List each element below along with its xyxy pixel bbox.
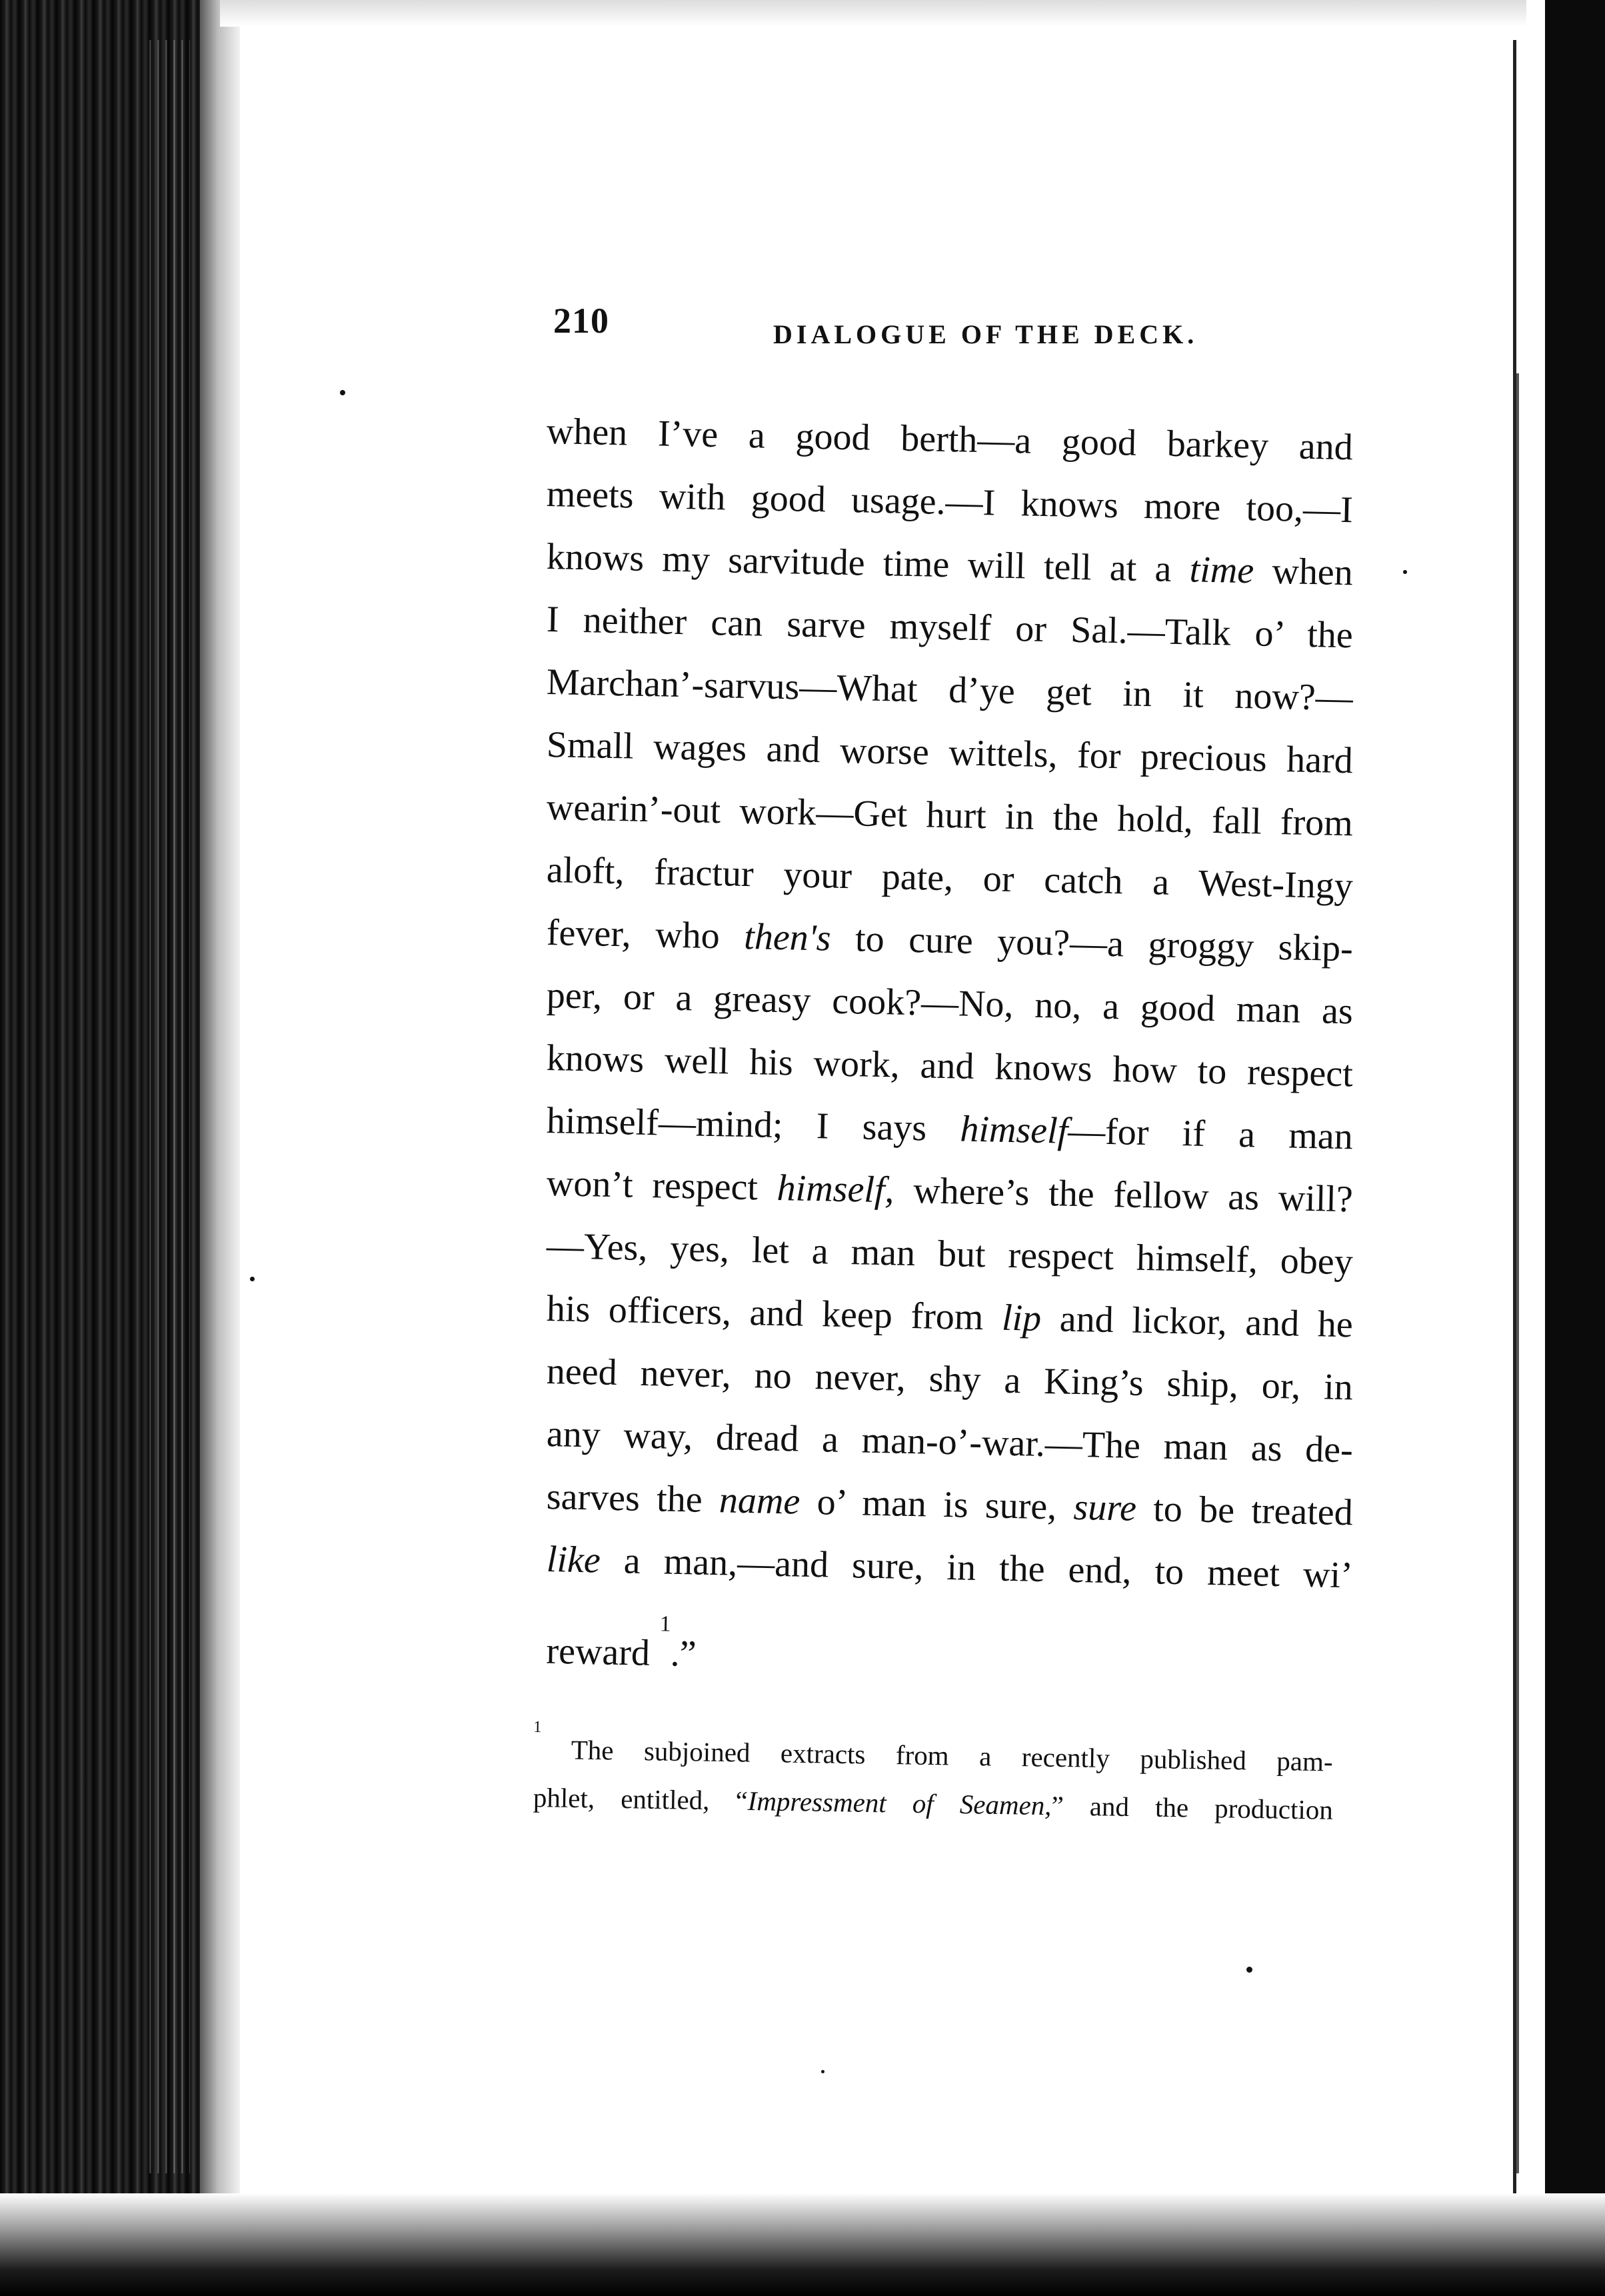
footnote <box>533 1703 1334 1825</box>
running-head <box>553 300 1353 360</box>
ink-speck <box>1246 1967 1252 1973</box>
book-page <box>527 0 1353 2200</box>
text-line: reward $^1$.” <box>545 1611 697 1675</box>
footnote-marker: 1 <box>533 1718 542 1737</box>
page-number: 210 <box>553 301 609 341</box>
text-line: knows my sarvitude time will tell at a time when <box>546 536 1354 594</box>
text-line: himself—mind; I says himself—for if a man <box>546 1100 1354 1158</box>
body-text <box>547 400 1353 1683</box>
bottom-shadow <box>0 2193 1605 2296</box>
text-line: wearin’-out work—Get hurt in the hold, fall from <box>546 787 1354 845</box>
footnote-line: phlet, entitled, “Impressment of Seamen,” and the production <box>533 1781 1334 1825</box>
footnote-line: $^1$ The subjoined extracts from a recently published pam- <box>533 1718 1333 1777</box>
text-line: sarves the name o’ man is sure, sure to be treated <box>546 1476 1354 1534</box>
text-line: his officers, and keep from lip and lickor, and he <box>546 1288 1354 1346</box>
text-line: per, or a greasy cook?—No, no, a good man as <box>546 975 1354 1033</box>
text-line: knows well his work, and knows how to respect <box>546 1037 1354 1095</box>
text-line: any way, dread a man-o’-war.—The man as de- <box>546 1413 1354 1471</box>
ink-speck <box>821 2070 824 2073</box>
right-dark-strip <box>1545 0 1605 2296</box>
text-line: when I’ve a good berth—a good barkey and <box>546 411 1354 469</box>
ink-speck <box>1403 570 1407 574</box>
text-line: I neither can sarve myself or Sal.—Talk o’ the <box>546 599 1354 657</box>
ink-speck <box>250 1277 255 1281</box>
text-line: like a man,—and sure, in the end, to meet wi’ <box>546 1539 1354 1597</box>
ink-speck <box>340 390 345 395</box>
running-title: DIALOGUE OF THE DECK. <box>773 319 1198 349</box>
text-line: —Yes, yes, let a man but respect himself, obey <box>546 1225 1354 1283</box>
text-line: need never, no never, shy a King’s ship, or, in <box>546 1351 1354 1409</box>
text-line: won’t respect himself, where’s the fellow as will? <box>546 1163 1354 1221</box>
text-line: fever, who then's to cure you?—a groggy skip- <box>546 912 1354 970</box>
text-line: Marchan’-sarvus—What d’ye get in it now?— <box>546 661 1354 719</box>
text-line: aloft, fractur your pate, or catch a West-Ingy <box>546 849 1354 907</box>
next-page-edge <box>1513 40 1548 2267</box>
text-line: meets with good usage.—I knows more too,—I <box>546 473 1354 531</box>
text-line: Small wages and worse wittels, for precious hard <box>546 724 1354 782</box>
binding-shadow <box>200 0 240 2296</box>
page-edges <box>143 40 190 2173</box>
